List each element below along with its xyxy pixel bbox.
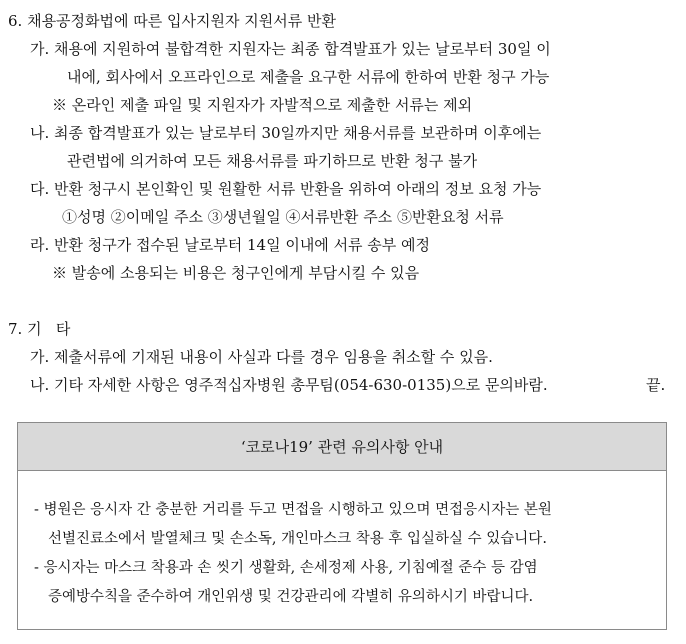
section6-ga-note: ※ 온라인 제출 파일 및 지원자가 자발적으로 제출한 서류는 제외 (52, 96, 473, 114)
section6-na-line2: 관련법에 의거하여 모든 채용서류를 파기하므로 반환 청구 불가 (67, 152, 478, 170)
section7-na: 나. 기타 자세한 사항은 영주적십자병원 총무팀(054-630-0135)으로 문의바람. (30, 376, 548, 394)
section6-da-line1: 다. 반환 청구시 본인확인 및 원활한 서류 반환을 위하여 아래의 정보 요청 가능 (30, 180, 542, 198)
notice-item2-line1: - 응시자는 마스크 착용과 손 씻기 생활화, 손세정제 사용, 기침예절 준수 등 감염 (34, 560, 538, 576)
section6-ra-note: ※ 발송에 소용되는 비용은 청구인에게 부담시킬 수 있음 (52, 264, 420, 282)
section6-na-line1: 나. 최종 합격발표가 있는 날로부터 30일까지만 채용서류를 보관하며 이후에는 (30, 124, 542, 142)
section7-ga: 가. 제출서류에 기재된 내용이 사실과 다를 경우 임용을 취소할 수 있음. (30, 348, 493, 366)
covid-notice-box (17, 422, 667, 630)
covid-notice-header (18, 423, 666, 471)
covid-notice-title: ‘코로나19’ 관련 유의사항 안내 (240, 438, 444, 456)
covid-notice-body (18, 471, 666, 631)
section7-end-mark: 끝. (646, 376, 666, 394)
section6-ra-line1: 라. 반환 청구가 접수된 날로부터 14일 이내에 서류 송부 예정 (30, 236, 431, 254)
section6-title: 6. 채용공정화법에 따른 입사지원자 지원서류 반환 (8, 12, 336, 30)
notice-item1-line2: 선별진료소에서 발열체크 및 손소독, 개인마스크 착용 후 입실하실 수 있습니다. (48, 531, 547, 547)
section6-da-line2: ①성명 ②이메일 주소 ③생년월일 ④서류반환 주소 ⑤반환요청 서류 (62, 208, 504, 226)
notice-item1-line1: - 병원은 응시자 간 충분한 거리를 두고 면접을 시행하고 있으며 면접응시자는 본원 (34, 502, 552, 518)
section6-ga-line1: 가. 채용에 지원하여 불합격한 지원자는 최종 합격발표가 있는 날로부터 30일 이 (30, 40, 551, 58)
section6-ga-line2: 내에, 회사에서 오프라인으로 제출을 요구한 서류에 한하여 반환 청구 가능 (67, 68, 550, 86)
section7-title: 7. 기 타 (8, 320, 71, 338)
notice-item2-line2: 증예방수칙을 준수하여 개인위생 및 건강관리에 각별히 유의하시기 바랍니다. (48, 589, 534, 605)
